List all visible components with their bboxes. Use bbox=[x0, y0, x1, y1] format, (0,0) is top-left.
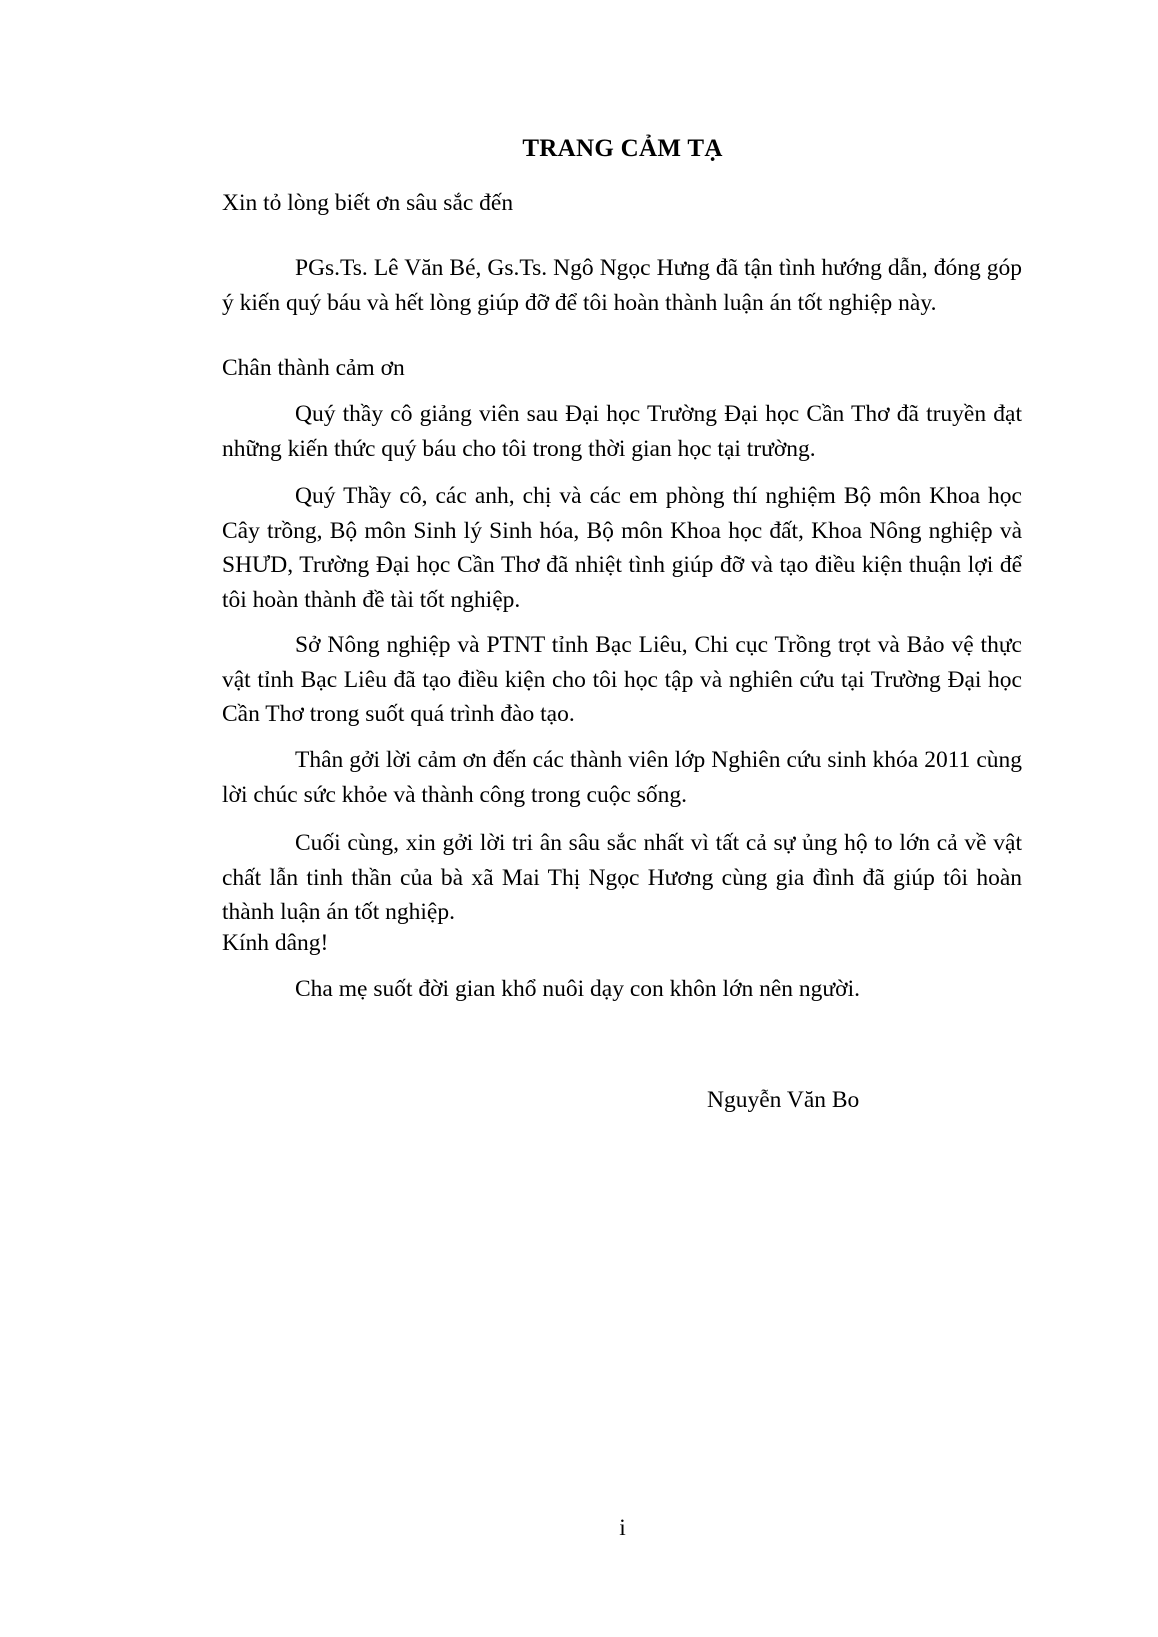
paragraph-text: PGs.Ts. Lê Văn Bé, Gs.Ts. Ngô Ngọc Hưng đã tận tình hướng dẫn, đóng góp ý kiến quý báu và hết lòng giúp đỡ để tôi hoàn thành luận án tốt nghiệp này. bbox=[222, 255, 1022, 316]
page-title: TRANG CẢM TẠ bbox=[522, 135, 723, 162]
author-signature: Nguyễn Văn Bo bbox=[707, 1087, 860, 1113]
paragraph-dedication-heading bbox=[222, 926, 1022, 961]
paragraph-department bbox=[222, 628, 1022, 732]
paragraph-text: Cuối cùng, xin gởi lời tri ân sâu sắc nhất vì tất cả sự ủng hộ to lớn cả về vật chất lẫn tinh thần của bà xã Mai Thị Ngọc Hương cùng gia đình đã giúp tôi hoàn thành luận án tốt nghiệp. bbox=[222, 830, 1022, 925]
paragraph-lecturers bbox=[222, 397, 1022, 466]
paragraph-text: Thân gởi lời cảm ơn đến các thành viên lớp Nghiên cứu sinh khóa 2011 cùng lời chúc sức khỏe và thành công trong cuộc sống. bbox=[222, 747, 1022, 808]
paragraph-family bbox=[222, 826, 1022, 930]
paragraph-text: Quý thầy cô giảng viên sau Đại học Trường Đại học Cần Thơ đã truyền đạt những kiến thức quý báu cho tôi trong thời gian học tại trường. bbox=[222, 401, 1022, 462]
paragraph-text: Cha mẹ suốt đời gian khổ nuôi dạy con khôn lớn nên người. bbox=[295, 976, 860, 1002]
paragraph-thanks-heading bbox=[222, 351, 1022, 386]
page-number: i bbox=[619, 1515, 626, 1541]
paragraph-classmates bbox=[222, 743, 1022, 812]
paragraph-parents bbox=[222, 972, 1022, 1007]
paragraph-text: Xin tỏ lòng biết ơn sâu sắc đến bbox=[222, 190, 514, 216]
paragraph-text: Quý Thầy cô, các anh, chị và các em phòng thí nghiệm Bộ môn Khoa học Cây trồng, Bộ môn Sinh lý Sinh hóa, Bộ môn Khoa học đất, Khoa Nông nghiệp và SHƯD, Trường Đại học Cần Thơ đã nhiệt tình giúp đỡ và tạo điều kiện thuận lợi để tôi hoàn thành đề tài tốt nghiệp. bbox=[222, 483, 1022, 613]
paragraph-text: Sở Nông nghiệp và PTNT tỉnh Bạc Liêu, Chi cục Trồng trọt và Bảo vệ thực vật tỉnh Bạc Liêu đã tạo điều kiện cho tôi học tập và nghiên cứu tại Trường Đại học Cần Thơ trong suốt quá trình đào tạo. bbox=[222, 632, 1022, 727]
paragraph-advisors bbox=[222, 251, 1022, 320]
paragraph-text: Chân thành cảm ơn bbox=[222, 355, 405, 381]
paragraph-text: Kính dâng! bbox=[222, 930, 329, 956]
paragraph-opening bbox=[222, 186, 1022, 221]
paragraph-laboratories bbox=[222, 479, 1022, 617]
